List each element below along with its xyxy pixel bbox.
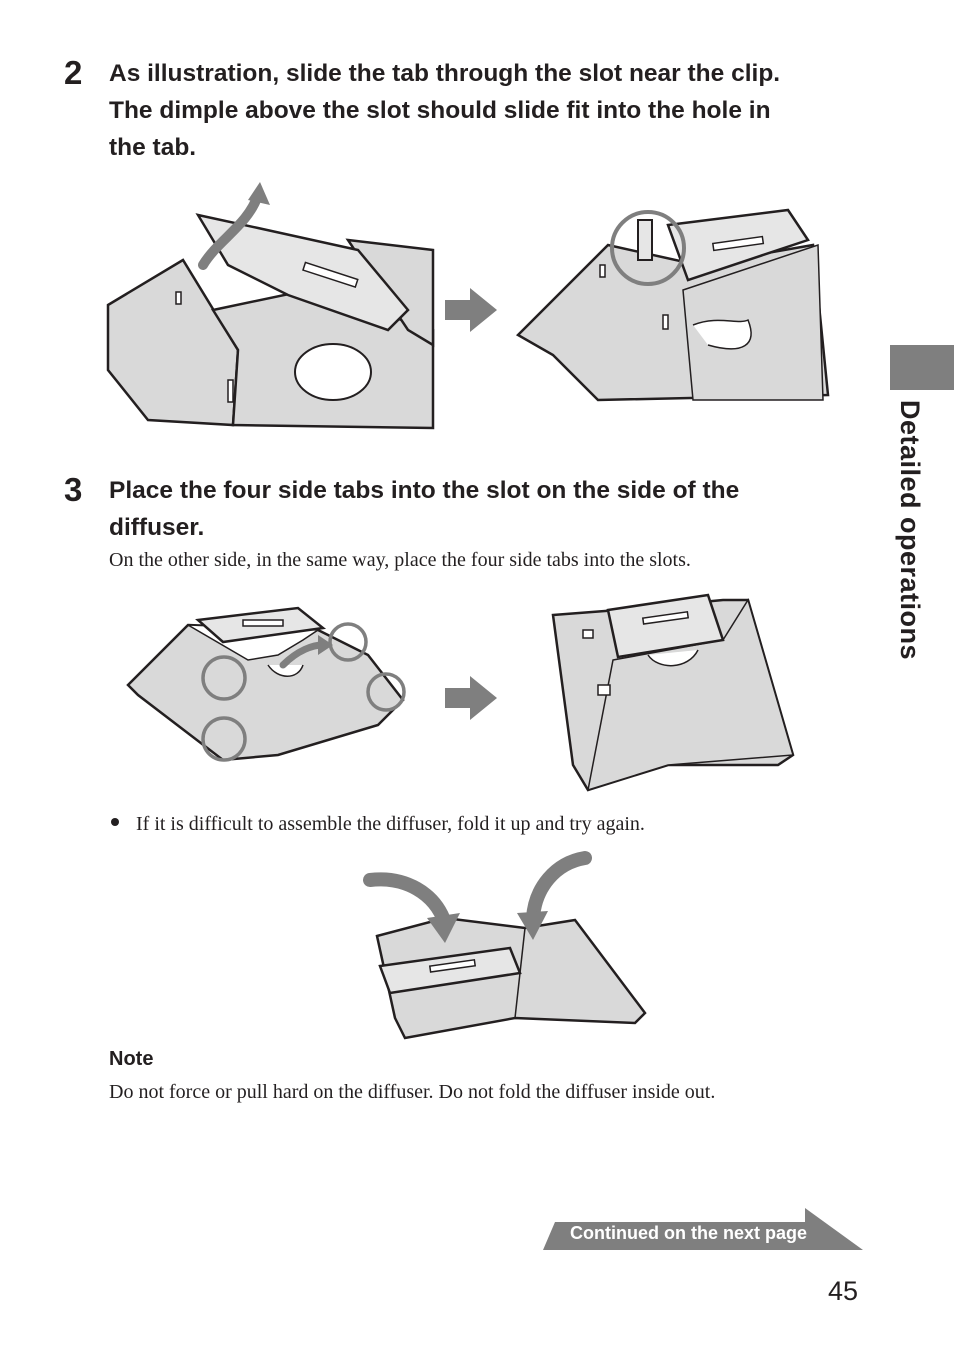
page-number: 45 xyxy=(828,1276,859,1306)
arrow-right-icon xyxy=(445,288,500,333)
note-text: Do not force or pull hard on the diffuser. Do not fold the diffuser inside out. xyxy=(109,1081,716,1103)
step-2-illustration-after xyxy=(518,205,833,405)
step-2-illustration-before xyxy=(108,180,438,430)
step-2-title-line-2: The dimple above the slot should slide fit into the hole in xyxy=(109,97,771,124)
section-label: Detailed operations xyxy=(895,400,925,661)
arrow-right-icon xyxy=(445,676,500,721)
step-3-text: On the other side, in the same way, place the four side tabs into the slots. xyxy=(109,549,691,571)
step-2-title-line-1: As illustration, slide the tab through the slot near the clip. xyxy=(109,60,781,87)
continued-banner xyxy=(543,1208,863,1250)
step-3-number: 3 xyxy=(64,471,83,508)
continued-label: Continued on the next page xyxy=(570,1223,807,1243)
section-tab-marker xyxy=(890,345,954,390)
step-3-title-line-2: diffuser. xyxy=(109,514,205,541)
step-3-title-line-1: Place the four side tabs into the slot on the side of the xyxy=(109,477,740,504)
tip-text: If it is difficult to assemble the diffuser, fold it up and try again. xyxy=(136,813,645,835)
step-2-number: 2 xyxy=(64,54,83,91)
bullet-icon xyxy=(111,818,119,826)
fold-illustration xyxy=(365,848,650,1043)
step-2-title-line-3: the tab. xyxy=(109,134,197,161)
step-3-illustration-before xyxy=(128,600,408,765)
step-3-illustration-after xyxy=(548,585,798,795)
curved-arrow-icon xyxy=(533,858,585,918)
step-2-title xyxy=(109,55,780,166)
note-title: Note xyxy=(109,1048,154,1070)
curved-arrow-icon xyxy=(370,879,445,923)
step-3-title xyxy=(109,472,739,546)
